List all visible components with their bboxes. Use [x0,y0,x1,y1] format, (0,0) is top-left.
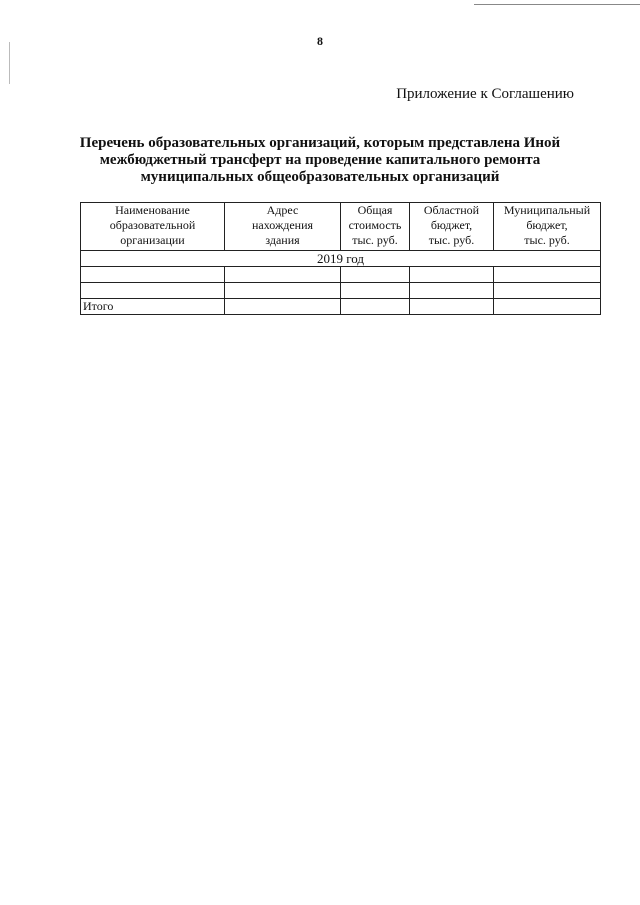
table-cell [225,283,341,299]
table-cell [410,299,494,315]
table-cell [81,283,225,299]
total-row [81,299,601,315]
header-municipal-budget: Муниципальный бюджет, тыс. руб. [494,203,601,251]
title-line: межбюджетный трансферт на проведение капитального ремонта [99,152,541,168]
header-regional-budget: Областной бюджет, тыс. руб. [410,203,494,251]
year-row [81,251,601,267]
table-cell [494,267,601,283]
total-label: Итого [81,299,225,315]
table-cell [494,299,601,315]
table-cell [341,299,410,315]
appendix-label: Приложение к Соглашению [396,86,574,102]
header-address: Адрес нахождения здания [225,203,341,251]
table-cell [341,283,410,299]
table-cell [341,267,410,283]
page-number: 8 [317,34,323,48]
table-header-row [81,203,601,251]
document-title [70,135,570,186]
table-row [81,283,601,299]
table-cell [81,267,225,283]
table-cell [410,283,494,299]
table-cell [410,267,494,283]
header-org-name: Наименование образовательной организации [81,203,225,251]
title-line: Перечень образовательных организаций, которым представлена Иной [79,135,561,151]
transfer-table [80,202,601,315]
table-cell [225,267,341,283]
table-cell [494,283,601,299]
table-cell [225,299,341,315]
header-total-cost: Общая стоимость тыс. руб. [341,203,410,251]
table-row [81,267,601,283]
scan-artifact-top-line [474,4,640,5]
year-label: 2019 год [81,251,601,267]
title-line: муниципальных общеобразовательных организаций [140,169,500,185]
